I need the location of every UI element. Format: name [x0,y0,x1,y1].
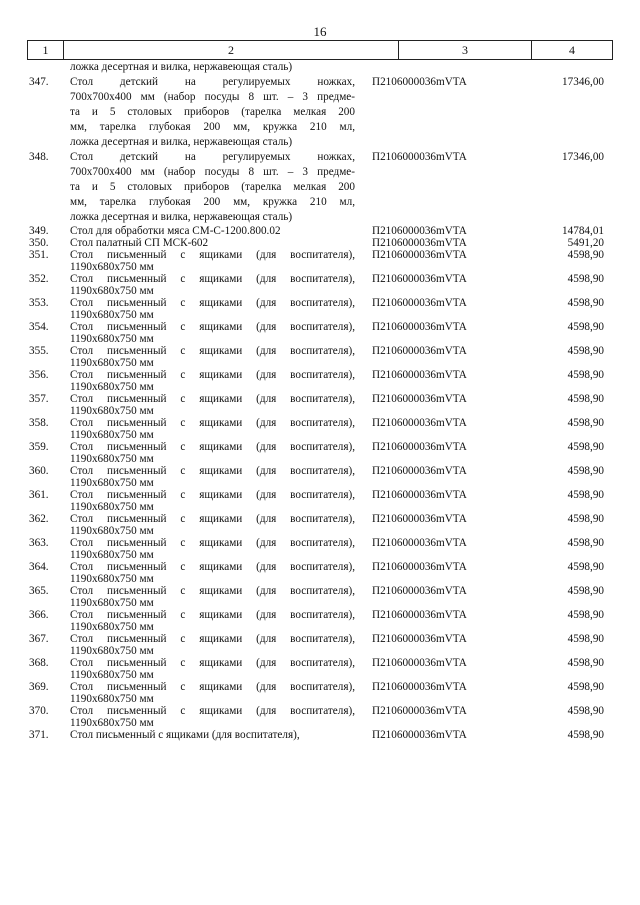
item-price: 4598,90 [567,705,604,717]
item-name-line: 700x700x400 мм (набор посуды 8 шт. – 3 предме- [70,166,355,178]
item-code: П2106000036mVTA [372,537,467,549]
item-price: 4598,90 [567,321,604,333]
item-name-line: ложка десертная и вилка, нержавеющая сталь) [70,136,293,148]
row-number: 353. [29,297,49,309]
item-code: П2106000036mVTA [372,76,467,88]
row-number: 366. [29,609,49,621]
item-code: П2106000036mVTA [372,609,467,621]
continuation-line: ложка десертная и вилка, нержавеющая сталь) [70,61,293,73]
row-number: 350. [29,237,49,249]
item-price: 4598,90 [567,657,604,669]
table-row [27,150,611,225]
item-name-line: Стол письменный с ящиками (для воспитателя), [70,441,355,453]
item-code: П2106000036mVTA [372,705,467,717]
item-name [63,369,355,393]
item-name [63,237,355,249]
table-row [27,225,611,237]
item-name-line: Стол письменный с ящиками (для воспитателя), [70,681,355,693]
item-name-line: Стол письменный с ящиками (для воспитателя), [70,369,355,381]
table-row [27,393,611,417]
item-name [63,417,355,441]
item-name-line: 1190x680x750 мм [70,405,154,417]
table-row [27,705,611,729]
row-number: 348. [29,151,49,163]
row-number: 349. [29,225,49,237]
item-name-line: 1190x680x750 мм [70,597,154,609]
row-number: 352. [29,273,49,285]
item-name [63,75,355,150]
item-code: П2106000036mVTA [372,345,467,357]
item-price: 14784,01 [562,225,604,237]
item-price: 17346,00 [562,151,604,163]
item-name [63,633,355,657]
item-name [63,249,355,273]
item-code: П2106000036mVTA [372,249,467,261]
table-row [27,249,611,273]
row-number: 357. [29,393,49,405]
table-row [27,489,611,513]
table-row [27,729,611,741]
item-code: П2106000036mVTA [372,585,467,597]
item-name [63,321,355,345]
row-number: 358. [29,417,49,429]
item-name-line: Стол письменный с ящиками (для воспитателя), [70,249,355,261]
item-name [63,489,355,513]
item-price: 4598,90 [567,561,604,573]
item-name-line: 1190x680x750 мм [70,645,154,657]
item-code: П2106000036mVTA [372,633,467,645]
row-number: 369. [29,681,49,693]
table-row [27,633,611,657]
item-name-line: Стол письменный с ящиками (для воспитателя), [70,609,355,621]
item-price: 4598,90 [567,729,604,741]
item-name [63,681,355,705]
item-name-line: 1190x680x750 мм [70,357,154,369]
item-code: П2106000036mVTA [372,729,467,741]
item-name-line: та и 5 столовых приборов (тарелка мелкая 200 [70,181,355,193]
row-number: 365. [29,585,49,597]
item-name-line: 1190x680x750 мм [70,669,154,681]
row-number: 370. [29,705,49,717]
item-name-line: 1190x680x750 мм [70,525,154,537]
item-name-line: Стол письменный с ящиками (для воспитателя), [70,513,355,525]
item-name-line: 1190x680x750 мм [70,309,154,321]
header-col-2: 2 [64,41,399,59]
item-name [63,345,355,369]
table-row [27,273,611,297]
item-price: 4598,90 [567,297,604,309]
table-header [27,40,613,60]
item-name-line: 1190x680x750 мм [70,501,154,513]
item-name-line: Стол детский на регулируемых ножках, [70,76,355,88]
item-name [63,513,355,537]
header-col-4: 4 [569,42,575,57]
item-code: П2106000036mVTA [372,151,467,163]
table-row [27,345,611,369]
table-row [27,561,611,585]
table-row [27,369,611,393]
table-row [27,417,611,441]
row-number: 356. [29,369,49,381]
item-name-line: Стол письменный с ящиками (для воспитателя), [70,537,355,549]
table-row [27,585,611,609]
table-row [27,657,611,681]
item-price: 4598,90 [567,273,604,285]
row-number: 347. [29,76,49,88]
item-name [63,657,355,681]
table-row [27,609,611,633]
item-price: 4598,90 [567,249,604,261]
item-name-line: 1190x680x750 мм [70,477,154,489]
item-name [63,705,355,729]
table-row [27,237,611,249]
table-row [27,537,611,561]
item-name-line: Стол для обработки мяса СМ-С-1200.800.02 [70,225,281,237]
item-price: 4598,90 [567,393,604,405]
item-code: П2106000036mVTA [372,513,467,525]
item-name [63,393,355,417]
item-name-line: Стол письменный с ящиками (для воспитателя), [70,657,355,669]
item-code: П2106000036mVTA [372,225,467,237]
item-name-line: Стол письменный с ящиками (для воспитателя), [70,561,355,573]
table-row [27,297,611,321]
item-code: П2106000036mVTA [372,273,467,285]
row-number: 355. [29,345,49,357]
item-price: 4598,90 [567,585,604,597]
item-name-line: Стол письменный с ящиками (для воспитателя), [70,417,355,429]
item-price: 4598,90 [567,681,604,693]
item-name-line: Стол детский на регулируемых ножках, [70,151,355,163]
item-code: П2106000036mVTA [372,681,467,693]
table-row [27,465,611,489]
item-name [63,150,355,225]
item-price: 4598,90 [567,465,604,477]
item-name-line: 1190x680x750 мм [70,573,154,585]
item-name-line: 1190x680x750 мм [70,285,154,297]
item-name-line: Стол письменный с ящиками (для воспитателя), [70,345,355,357]
item-price: 4598,90 [567,513,604,525]
table-body [27,60,611,741]
item-name [63,273,355,297]
table-row [27,681,611,705]
row-number: 371. [29,729,49,741]
table-row [27,441,611,465]
row-number: 363. [29,537,49,549]
item-price: 17346,00 [562,76,604,88]
row-number: 359. [29,441,49,453]
item-name-line: 1190x680x750 мм [70,381,154,393]
item-name-line: 1190x680x750 мм [70,549,154,561]
item-code: П2106000036mVTA [372,321,467,333]
item-price: 4598,90 [567,537,604,549]
item-price: 4598,90 [567,441,604,453]
table-row [27,75,611,150]
item-name-line: Стол письменный с ящиками (для воспитателя), [70,465,355,477]
item-price: 4598,90 [567,633,604,645]
item-price: 4598,90 [567,609,604,621]
row-number: 364. [29,561,49,573]
header-col-3: 3 [399,41,532,59]
item-name-line: Стол письменный с ящиками (для воспитателя), [70,297,355,309]
item-name-line: Стол письменный с ящиками (для воспитателя), [70,489,355,501]
item-name-line: мм, тарелка глубокая 200 мм, кружка 210 мл, [70,196,355,208]
table-row [27,321,611,345]
item-price: 5491,20 [567,237,604,249]
item-name [63,441,355,465]
item-code: П2106000036mVTA [372,441,467,453]
item-code: П2106000036mVTA [372,393,467,405]
item-name [63,297,355,321]
item-name-line: Стол письменный с ящиками (для воспитателя), [70,585,355,597]
item-name-line: Стол палатный СП МСК-602 [70,237,209,249]
item-code: П2106000036mVTA [372,657,467,669]
item-name [63,585,355,609]
item-name-line: 700x700x400 мм (набор посуды 8 шт. – 3 предме- [70,91,355,103]
row-number: 354. [29,321,49,333]
item-price: 4598,90 [567,345,604,357]
item-name [63,225,355,237]
item-name-line: 1190x680x750 мм [70,717,154,729]
item-name-line: 1190x680x750 мм [70,429,154,441]
row-number: 361. [29,489,49,501]
item-code: П2106000036mVTA [372,465,467,477]
item-name-line: Стол письменный с ящиками (для воспитателя), [70,633,355,645]
page-number: 16 [313,24,327,39]
item-name-line: та и 5 столовых приборов (тарелка мелкая 200 [70,106,355,118]
item-price: 4598,90 [567,417,604,429]
item-name [63,609,355,633]
item-price: 4598,90 [567,369,604,381]
item-price: 4598,90 [567,489,604,501]
item-name-line: Стол письменный с ящиками (для воспитателя), [70,321,355,333]
item-code: П2106000036mVTA [372,237,467,249]
item-name [63,729,355,741]
item-code: П2106000036mVTA [372,561,467,573]
header-col-1: 1 [28,41,64,59]
item-code: П2106000036mVTA [372,417,467,429]
item-name-line: 1190x680x750 мм [70,453,154,465]
row-number: 362. [29,513,49,525]
item-code: П2106000036mVTA [372,297,467,309]
row-number: 360. [29,465,49,477]
row-number: 368. [29,657,49,669]
table-row [27,513,611,537]
row-number: 367. [29,633,49,645]
item-code: П2106000036mVTA [372,369,467,381]
row-number: 351. [29,249,49,261]
item-name-line: 1190x680x750 мм [70,621,154,633]
item-name-line: мм, тарелка глубокая 200 мм, кружка 210 мл, [70,121,355,133]
item-name [63,537,355,561]
item-name-line: Стол письменный с ящиками (для воспитателя), [70,273,355,285]
item-name-line: Стол письменный с ящиками (для воспитателя), [70,729,300,741]
item-code: П2106000036mVTA [372,489,467,501]
item-name-line: 1190x680x750 мм [70,261,154,273]
item-name-line: 1190x680x750 мм [70,333,154,345]
item-name-line: 1190x680x750 мм [70,693,154,705]
item-name [63,561,355,585]
item-name-line: ложка десертная и вилка, нержавеющая сталь) [70,211,293,223]
item-name-line: Стол письменный с ящиками (для воспитателя), [70,393,355,405]
item-name [63,465,355,489]
item-name-line: Стол письменный с ящиками (для воспитателя), [70,705,355,717]
